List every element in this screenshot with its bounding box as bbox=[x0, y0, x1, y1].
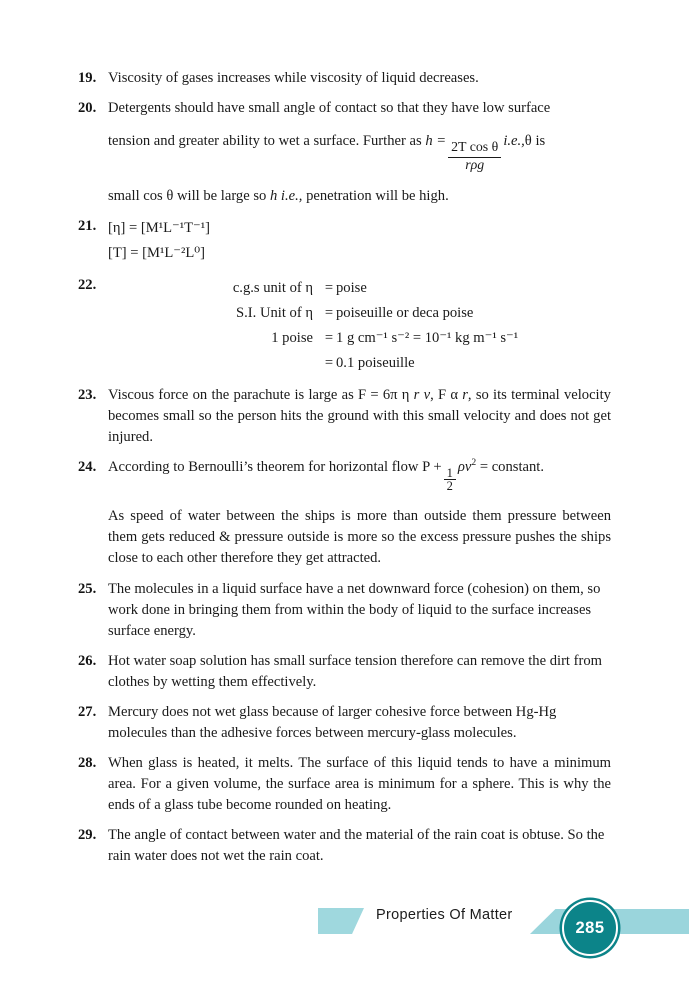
item-23-text-a: Viscous force on the parachute is large as F = 6π η bbox=[108, 387, 410, 404]
bernoulli-constant: = constant. bbox=[479, 459, 544, 476]
item-text bbox=[108, 825, 611, 867]
bernoulli-P-term: P + bbox=[422, 459, 442, 476]
item-23-text-c: , so its terminal velocity becomes small so the person hits the ground with this small velocity and does not get injured. bbox=[108, 387, 611, 446]
item-number: 29. bbox=[78, 826, 97, 843]
equation-left: S.I. Unit of η bbox=[236, 305, 313, 322]
page-number-badge bbox=[562, 900, 618, 956]
item-number: 20. bbox=[78, 100, 97, 116]
equation-row bbox=[108, 326, 611, 351]
answer-item-21 bbox=[78, 216, 611, 266]
equals-sign: = bbox=[324, 280, 334, 297]
item-21-dimension-T: [T] = [M¹L⁻²L⁰] bbox=[108, 245, 205, 262]
item-29-text: The angle of contact between water and the material of the rain coat is obtuse. So the rain water does not wet the rain coat. bbox=[108, 826, 605, 864]
fraction-numerator: 1 bbox=[444, 467, 456, 481]
item-text bbox=[108, 702, 611, 744]
answer-item-22 bbox=[78, 275, 611, 376]
h-symbol: h bbox=[269, 188, 278, 205]
item-27-text: Mercury does not wet glass because of larger cohesive force between Hg-Hg molecules than the adhesive forces between mercury-glass molecules. bbox=[108, 703, 557, 741]
equation-right: poiseuille or deca poise bbox=[336, 305, 474, 322]
rho-v-term: ρv bbox=[457, 459, 472, 476]
ie-abbrev: i.e., bbox=[280, 188, 303, 205]
item-number: 19. bbox=[78, 70, 97, 86]
item-number: 24. bbox=[78, 459, 97, 476]
page-number-text: 285 bbox=[575, 918, 605, 937]
equation-right: 0.1 poiseuille bbox=[336, 355, 415, 372]
item-text bbox=[108, 275, 611, 376]
capillary-rise-fraction bbox=[448, 141, 501, 173]
item-21-dimension-eta: [η] = [M¹L⁻¹T⁻¹] bbox=[108, 220, 210, 237]
answer-item-27 bbox=[78, 702, 611, 744]
formula-h-equals: h = bbox=[425, 133, 447, 149]
item-number: 23. bbox=[78, 387, 97, 404]
equation-row bbox=[108, 301, 611, 326]
answer-item-20 bbox=[78, 98, 611, 207]
answer-item-28 bbox=[78, 753, 611, 816]
item-text bbox=[108, 216, 611, 266]
equation-row bbox=[108, 351, 611, 376]
fraction-denominator: 2 bbox=[446, 479, 453, 494]
formula-ie: i.e., bbox=[503, 133, 525, 149]
footer-tab-shape bbox=[318, 908, 364, 934]
item-25-text: The molecules in a liquid surface have a net downward force (cohesion) on them, so work done in bringing them from within the body of liquid to the surface increases surface energy. bbox=[108, 580, 601, 639]
item-text bbox=[108, 68, 611, 89]
item-23-text-b: , F α bbox=[430, 387, 458, 404]
item-text bbox=[108, 579, 611, 642]
item-20-line3-a: small cos θ will be large so bbox=[108, 188, 267, 205]
equation-left: 1 poise bbox=[271, 330, 313, 347]
item-number: 25. bbox=[78, 580, 97, 597]
equation-row bbox=[108, 276, 611, 301]
equation-left: c.g.s unit of η bbox=[232, 280, 313, 297]
item-text bbox=[108, 385, 611, 448]
equation-right: poise bbox=[336, 280, 367, 297]
one-half-fraction bbox=[444, 467, 456, 493]
item-20-line3-b: penetration will be high. bbox=[306, 188, 449, 205]
fraction-denominator: rρg bbox=[465, 157, 485, 173]
item-28-text: When glass is heated, it melts. The surface of this liquid tends to have a minimum area. For a given volume, the surface area is minimum for a sphere. This is why the ends of a glass tube become rounded on heating. bbox=[108, 754, 611, 813]
footer-chapter-title: Properties Of Matter bbox=[376, 907, 513, 923]
answer-item-24 bbox=[78, 457, 611, 568]
answer-item-26 bbox=[78, 651, 611, 693]
item-24-bernoulli-line bbox=[108, 457, 611, 492]
item-26-text: Hot water soap solution has small surface tension therefore can remove the dirt from clothes by wetting them effectively. bbox=[108, 652, 602, 690]
item-20-line2-post: is bbox=[535, 133, 546, 149]
fraction-numerator: 2T cos θ bbox=[448, 141, 501, 158]
v-squared-exponent: 2 bbox=[471, 457, 477, 469]
item-text bbox=[108, 753, 611, 816]
item-number: 28. bbox=[78, 754, 97, 771]
equals-sign: = bbox=[324, 305, 334, 322]
item-24-line1-pre: According to Bernoulli’s theorem for horizontal flow bbox=[108, 459, 419, 476]
equation-left bbox=[108, 351, 322, 376]
answer-item-25 bbox=[78, 579, 611, 642]
item-20-line3 bbox=[108, 186, 611, 207]
answer-item-29 bbox=[78, 825, 611, 867]
item-20-line2-pre: tension and greater ability to wet a surface. Further as bbox=[108, 133, 422, 149]
answer-item-23 bbox=[78, 385, 611, 448]
item-24-paragraph: As speed of water between the ships is more than outside them pressure between them gets reduced & pressure outside is more so the excess pressure pushes the ships close to each other therefore they get attracted. bbox=[108, 507, 611, 566]
answers-content bbox=[78, 68, 611, 876]
equals-sign: = bbox=[324, 355, 334, 372]
rv-symbol: r v bbox=[413, 387, 431, 404]
item-20-line1: Detergents should have small angle of contact so that they have low surface bbox=[108, 100, 551, 116]
item-number: 26. bbox=[78, 652, 97, 669]
equation-right: 1 g cm⁻¹ s⁻² = 10⁻¹ kg m⁻¹ s⁻¹ bbox=[336, 330, 519, 347]
theta-symbol: θ bbox=[524, 133, 532, 149]
viscosity-units-equations bbox=[108, 276, 611, 376]
item-number: 21. bbox=[78, 218, 97, 235]
item-number: 22. bbox=[78, 277, 97, 294]
item-text bbox=[108, 457, 611, 568]
answer-item-19 bbox=[78, 68, 611, 89]
item-text bbox=[108, 98, 611, 207]
equals-sign: = bbox=[324, 330, 334, 347]
r-symbol: r bbox=[462, 387, 468, 404]
item-23-text bbox=[108, 385, 611, 448]
item-text bbox=[108, 651, 611, 693]
item-19-text: Viscosity of gases increases while viscosity of liquid decreases. bbox=[108, 70, 479, 86]
item-20-line2 bbox=[108, 131, 611, 173]
item-number: 27. bbox=[78, 703, 97, 720]
